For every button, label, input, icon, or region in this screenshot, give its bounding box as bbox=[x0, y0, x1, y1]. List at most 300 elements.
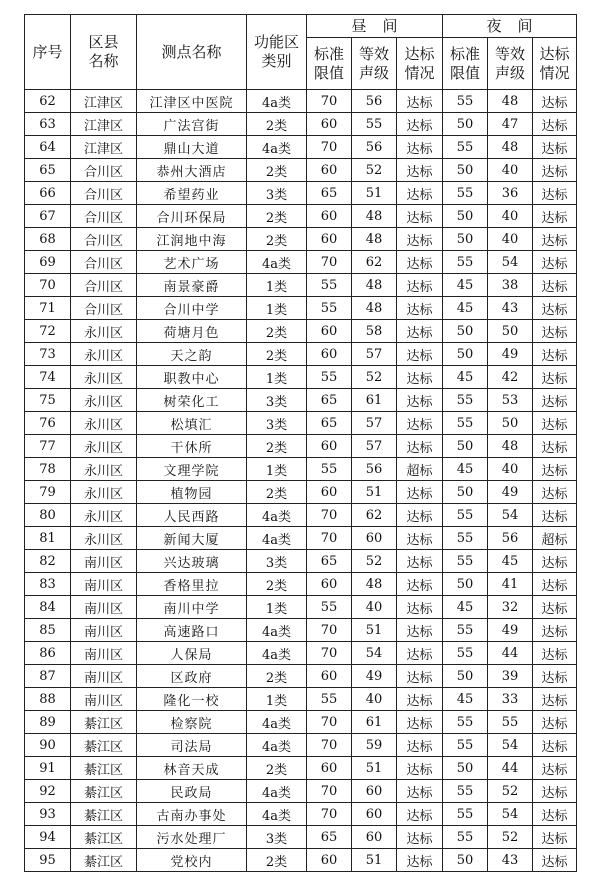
header-night-level bbox=[488, 38, 533, 90]
table-row bbox=[25, 343, 577, 366]
cell-night-level: 33 bbox=[488, 688, 533, 711]
cell-day-status: 达标 bbox=[397, 826, 443, 849]
table-row bbox=[25, 780, 577, 803]
cell-site: 希望药业 bbox=[137, 182, 247, 205]
cell-zone: 4a类 bbox=[247, 734, 307, 757]
cell-day-status: 达标 bbox=[397, 688, 443, 711]
cell-day-level: 51 bbox=[352, 481, 397, 504]
cell-district: 合川区 bbox=[71, 182, 137, 205]
cell-day-status: 达标 bbox=[397, 297, 443, 320]
cell-night-limit: 55 bbox=[443, 734, 488, 757]
cell-district: 永川区 bbox=[71, 389, 137, 412]
cell-night-limit: 55 bbox=[443, 182, 488, 205]
cell-day-level: 60 bbox=[352, 803, 397, 826]
cell-night-level: 50 bbox=[488, 412, 533, 435]
cell-night-level: 53 bbox=[488, 389, 533, 412]
table-header bbox=[25, 15, 577, 90]
cell-night-limit: 55 bbox=[443, 803, 488, 826]
header-day-limit-line2: 限值 bbox=[313, 63, 344, 82]
cell-day-limit: 65 bbox=[307, 550, 352, 573]
cell-seq: 67 bbox=[25, 205, 71, 228]
cell-night-status: 达标 bbox=[533, 596, 577, 619]
table-row bbox=[25, 596, 577, 619]
cell-site: 司法局 bbox=[137, 734, 247, 757]
cell-seq: 93 bbox=[25, 803, 71, 826]
header-night-limit-line2: 限值 bbox=[450, 63, 481, 82]
header-day-level bbox=[352, 38, 397, 90]
cell-day-status: 达标 bbox=[397, 619, 443, 642]
cell-night-limit: 50 bbox=[443, 320, 488, 343]
cell-day-level: 54 bbox=[352, 642, 397, 665]
cell-night-level: 47 bbox=[488, 113, 533, 136]
cell-site: 艺术广场 bbox=[137, 251, 247, 274]
header-seq: 序号 bbox=[25, 15, 71, 90]
cell-night-status: 达标 bbox=[533, 136, 577, 159]
cell-site: 松填汇 bbox=[137, 412, 247, 435]
cell-district: 南川区 bbox=[71, 550, 137, 573]
cell-night-level: 43 bbox=[488, 849, 533, 872]
cell-zone: 4a类 bbox=[247, 642, 307, 665]
cell-night-status: 达标 bbox=[533, 343, 577, 366]
cell-day-limit: 60 bbox=[307, 343, 352, 366]
cell-day-limit: 60 bbox=[307, 228, 352, 251]
cell-day-limit: 70 bbox=[307, 90, 352, 113]
cell-night-status: 达标 bbox=[533, 90, 577, 113]
cell-zone: 4a类 bbox=[247, 619, 307, 642]
cell-site: 民政局 bbox=[137, 780, 247, 803]
cell-seq: 70 bbox=[25, 274, 71, 297]
cell-zone: 2类 bbox=[247, 320, 307, 343]
cell-site: 荷塘月色 bbox=[137, 320, 247, 343]
cell-site: 广法宫街 bbox=[137, 113, 247, 136]
header-day-limit bbox=[307, 38, 352, 90]
cell-night-level: 40 bbox=[488, 159, 533, 182]
cell-day-status: 达标 bbox=[397, 504, 443, 527]
cell-night-level: 39 bbox=[488, 665, 533, 688]
cell-zone: 3类 bbox=[247, 550, 307, 573]
cell-day-status: 达标 bbox=[397, 205, 443, 228]
cell-zone: 3类 bbox=[247, 182, 307, 205]
cell-site: 干休所 bbox=[137, 435, 247, 458]
table-row bbox=[25, 573, 577, 596]
cell-day-limit: 60 bbox=[307, 320, 352, 343]
cell-night-status: 达标 bbox=[533, 458, 577, 481]
header-day-status bbox=[397, 38, 443, 90]
cell-day-status: 达标 bbox=[397, 389, 443, 412]
cell-day-level: 58 bbox=[352, 320, 397, 343]
cell-night-level: 42 bbox=[488, 366, 533, 389]
table-row bbox=[25, 90, 577, 113]
cell-night-status: 达标 bbox=[533, 573, 577, 596]
cell-night-level: 54 bbox=[488, 803, 533, 826]
table-row bbox=[25, 619, 577, 642]
cell-zone: 1类 bbox=[247, 274, 307, 297]
cell-zone: 4a类 bbox=[247, 780, 307, 803]
cell-zone: 4a类 bbox=[247, 527, 307, 550]
cell-zone: 2类 bbox=[247, 573, 307, 596]
cell-zone: 2类 bbox=[247, 343, 307, 366]
cell-day-status: 达标 bbox=[397, 136, 443, 159]
cell-day-level: 55 bbox=[352, 113, 397, 136]
table-row bbox=[25, 527, 577, 550]
cell-night-level: 54 bbox=[488, 251, 533, 274]
table-row bbox=[25, 320, 577, 343]
cell-seq: 83 bbox=[25, 573, 71, 596]
header-night-limit bbox=[443, 38, 488, 90]
cell-night-level: 40 bbox=[488, 228, 533, 251]
cell-night-level: 44 bbox=[488, 757, 533, 780]
cell-seq: 87 bbox=[25, 665, 71, 688]
cell-district: 永川区 bbox=[71, 435, 137, 458]
cell-zone: 2类 bbox=[247, 113, 307, 136]
table-row bbox=[25, 504, 577, 527]
cell-day-level: 57 bbox=[352, 343, 397, 366]
cell-seq: 82 bbox=[25, 550, 71, 573]
cell-day-level: 49 bbox=[352, 665, 397, 688]
cell-seq: 80 bbox=[25, 504, 71, 527]
cell-seq: 63 bbox=[25, 113, 71, 136]
header-zone bbox=[247, 15, 307, 90]
cell-district: 綦江区 bbox=[71, 711, 137, 734]
cell-day-level: 56 bbox=[352, 458, 397, 481]
cell-district: 永川区 bbox=[71, 320, 137, 343]
cell-day-status: 达标 bbox=[397, 481, 443, 504]
cell-night-status: 达标 bbox=[533, 642, 577, 665]
cell-night-limit: 45 bbox=[443, 596, 488, 619]
cell-night-limit: 45 bbox=[443, 274, 488, 297]
header-day-level-line2: 声级 bbox=[358, 63, 389, 82]
cell-night-status: 达标 bbox=[533, 665, 577, 688]
cell-night-limit: 55 bbox=[443, 826, 488, 849]
table-row bbox=[25, 389, 577, 412]
cell-day-limit: 70 bbox=[307, 711, 352, 734]
cell-day-level: 48 bbox=[352, 228, 397, 251]
cell-night-level: 36 bbox=[488, 182, 533, 205]
noise-monitoring-table bbox=[24, 14, 577, 872]
header-zone-line2: 类别 bbox=[261, 52, 292, 70]
cell-night-level: 50 bbox=[488, 320, 533, 343]
header-day-limit-line1: 标准 bbox=[313, 44, 344, 63]
cell-night-status: 达标 bbox=[533, 274, 577, 297]
cell-district: 綦江区 bbox=[71, 826, 137, 849]
cell-zone: 3类 bbox=[247, 412, 307, 435]
cell-night-limit: 55 bbox=[443, 389, 488, 412]
header-site: 测点名称 bbox=[137, 15, 247, 90]
cell-day-level: 60 bbox=[352, 527, 397, 550]
cell-district: 永川区 bbox=[71, 412, 137, 435]
cell-night-status: 超标 bbox=[533, 527, 577, 550]
cell-night-status: 达标 bbox=[533, 320, 577, 343]
cell-day-status: 达标 bbox=[397, 182, 443, 205]
cell-day-status: 达标 bbox=[397, 573, 443, 596]
cell-zone: 2类 bbox=[247, 205, 307, 228]
cell-day-status: 达标 bbox=[397, 711, 443, 734]
header-district-line2: 名称 bbox=[88, 52, 119, 70]
cell-day-status: 达标 bbox=[397, 412, 443, 435]
cell-seq: 85 bbox=[25, 619, 71, 642]
cell-night-status: 达标 bbox=[533, 182, 577, 205]
cell-night-limit: 50 bbox=[443, 343, 488, 366]
header-day-status-line2: 情况 bbox=[404, 63, 435, 82]
cell-seq: 73 bbox=[25, 343, 71, 366]
cell-seq: 86 bbox=[25, 642, 71, 665]
table-row bbox=[25, 550, 577, 573]
table-row bbox=[25, 113, 577, 136]
cell-day-status: 达标 bbox=[397, 228, 443, 251]
cell-seq: 71 bbox=[25, 297, 71, 320]
header-day-status-line1: 达标 bbox=[404, 44, 435, 63]
cell-seq: 65 bbox=[25, 159, 71, 182]
table-row bbox=[25, 412, 577, 435]
cell-night-limit: 55 bbox=[443, 711, 488, 734]
table-row bbox=[25, 159, 577, 182]
cell-night-limit: 50 bbox=[443, 113, 488, 136]
table-row bbox=[25, 435, 577, 458]
cell-night-status: 达标 bbox=[533, 159, 577, 182]
cell-night-status: 达标 bbox=[533, 297, 577, 320]
cell-night-level: 40 bbox=[488, 458, 533, 481]
header-night-level-line1: 等效 bbox=[495, 44, 526, 63]
cell-day-level: 51 bbox=[352, 757, 397, 780]
cell-night-limit: 55 bbox=[443, 527, 488, 550]
cell-day-limit: 55 bbox=[307, 458, 352, 481]
table-row bbox=[25, 297, 577, 320]
cell-day-level: 60 bbox=[352, 780, 397, 803]
cell-day-level: 62 bbox=[352, 251, 397, 274]
cell-day-level: 52 bbox=[352, 366, 397, 389]
cell-night-limit: 50 bbox=[443, 159, 488, 182]
cell-day-status: 达标 bbox=[397, 90, 443, 113]
cell-district: 綦江区 bbox=[71, 734, 137, 757]
cell-night-limit: 55 bbox=[443, 90, 488, 113]
cell-site: 文理学院 bbox=[137, 458, 247, 481]
table-body bbox=[25, 90, 577, 872]
cell-site: 江津区中医院 bbox=[137, 90, 247, 113]
cell-seq: 69 bbox=[25, 251, 71, 274]
table-row bbox=[25, 803, 577, 826]
cell-night-limit: 45 bbox=[443, 458, 488, 481]
cell-seq: 79 bbox=[25, 481, 71, 504]
cell-site: 污水处理厂 bbox=[137, 826, 247, 849]
cell-day-limit: 65 bbox=[307, 389, 352, 412]
cell-site: 香格里拉 bbox=[137, 573, 247, 596]
cell-day-level: 51 bbox=[352, 182, 397, 205]
cell-night-limit: 50 bbox=[443, 205, 488, 228]
cell-site: 鼎山大道 bbox=[137, 136, 247, 159]
cell-night-level: 52 bbox=[488, 826, 533, 849]
cell-day-level: 60 bbox=[352, 826, 397, 849]
cell-day-level: 52 bbox=[352, 159, 397, 182]
cell-day-level: 56 bbox=[352, 136, 397, 159]
cell-night-limit: 55 bbox=[443, 642, 488, 665]
table-row bbox=[25, 205, 577, 228]
cell-site: 高速路口 bbox=[137, 619, 247, 642]
cell-day-limit: 70 bbox=[307, 619, 352, 642]
cell-night-level: 52 bbox=[488, 780, 533, 803]
cell-day-level: 51 bbox=[352, 849, 397, 872]
cell-day-status: 达标 bbox=[397, 803, 443, 826]
header-district-line1: 区县 bbox=[88, 33, 119, 51]
cell-seq: 92 bbox=[25, 780, 71, 803]
cell-day-status: 达标 bbox=[397, 642, 443, 665]
cell-night-limit: 45 bbox=[443, 297, 488, 320]
cell-day-limit: 55 bbox=[307, 596, 352, 619]
cell-day-limit: 70 bbox=[307, 136, 352, 159]
cell-day-limit: 60 bbox=[307, 849, 352, 872]
cell-day-limit: 55 bbox=[307, 688, 352, 711]
header-night-limit-line1: 标准 bbox=[450, 44, 481, 63]
cell-day-status: 达标 bbox=[397, 366, 443, 389]
cell-seq: 81 bbox=[25, 527, 71, 550]
header-zone-line1: 功能区 bbox=[253, 33, 299, 51]
cell-night-status: 达标 bbox=[533, 113, 577, 136]
cell-night-level: 55 bbox=[488, 711, 533, 734]
cell-day-level: 48 bbox=[352, 573, 397, 596]
cell-night-status: 达标 bbox=[533, 251, 577, 274]
cell-day-limit: 60 bbox=[307, 573, 352, 596]
cell-site: 隆化一校 bbox=[137, 688, 247, 711]
noise-monitoring-table-container bbox=[24, 14, 577, 872]
cell-night-status: 达标 bbox=[533, 366, 577, 389]
cell-zone: 1类 bbox=[247, 596, 307, 619]
cell-night-limit: 45 bbox=[443, 366, 488, 389]
cell-night-level: 38 bbox=[488, 274, 533, 297]
cell-zone: 1类 bbox=[247, 297, 307, 320]
cell-seq: 88 bbox=[25, 688, 71, 711]
cell-zone: 4a类 bbox=[247, 90, 307, 113]
cell-night-level: 40 bbox=[488, 205, 533, 228]
cell-site: 古南办事处 bbox=[137, 803, 247, 826]
cell-zone: 3类 bbox=[247, 389, 307, 412]
cell-night-limit: 45 bbox=[443, 688, 488, 711]
cell-day-status: 达标 bbox=[397, 320, 443, 343]
cell-day-limit: 70 bbox=[307, 504, 352, 527]
table-row bbox=[25, 757, 577, 780]
cell-night-level: 49 bbox=[488, 343, 533, 366]
cell-seq: 76 bbox=[25, 412, 71, 435]
cell-district: 江津区 bbox=[71, 136, 137, 159]
cell-night-status: 达标 bbox=[533, 619, 577, 642]
cell-district: 江津区 bbox=[71, 90, 137, 113]
header-district bbox=[71, 15, 137, 90]
cell-night-level: 56 bbox=[488, 527, 533, 550]
cell-day-status: 超标 bbox=[397, 458, 443, 481]
cell-night-limit: 50 bbox=[443, 849, 488, 872]
cell-site: 区政府 bbox=[137, 665, 247, 688]
cell-zone: 4a类 bbox=[247, 251, 307, 274]
cell-night-level: 54 bbox=[488, 734, 533, 757]
cell-site: 天之韵 bbox=[137, 343, 247, 366]
cell-day-status: 达标 bbox=[397, 274, 443, 297]
cell-night-level: 45 bbox=[488, 550, 533, 573]
cell-night-level: 48 bbox=[488, 136, 533, 159]
cell-zone: 2类 bbox=[247, 481, 307, 504]
cell-seq: 90 bbox=[25, 734, 71, 757]
cell-site: 南景豪爵 bbox=[137, 274, 247, 297]
cell-night-status: 达标 bbox=[533, 435, 577, 458]
cell-zone: 1类 bbox=[247, 688, 307, 711]
cell-seq: 72 bbox=[25, 320, 71, 343]
cell-night-level: 49 bbox=[488, 481, 533, 504]
cell-day-level: 56 bbox=[352, 90, 397, 113]
cell-district: 南川区 bbox=[71, 573, 137, 596]
cell-day-status: 达标 bbox=[397, 435, 443, 458]
cell-site: 植物园 bbox=[137, 481, 247, 504]
cell-district: 永川区 bbox=[71, 504, 137, 527]
cell-night-status: 达标 bbox=[533, 389, 577, 412]
cell-district: 南川区 bbox=[71, 596, 137, 619]
cell-district: 永川区 bbox=[71, 527, 137, 550]
cell-seq: 62 bbox=[25, 90, 71, 113]
header-night-status-line1: 达标 bbox=[539, 44, 570, 63]
cell-night-level: 41 bbox=[488, 573, 533, 596]
cell-night-limit: 55 bbox=[443, 136, 488, 159]
cell-seq: 77 bbox=[25, 435, 71, 458]
table-row bbox=[25, 366, 577, 389]
cell-night-limit: 50 bbox=[443, 665, 488, 688]
cell-day-limit: 65 bbox=[307, 412, 352, 435]
cell-day-limit: 60 bbox=[307, 435, 352, 458]
cell-zone: 2类 bbox=[247, 849, 307, 872]
cell-seq: 89 bbox=[25, 711, 71, 734]
cell-day-level: 40 bbox=[352, 688, 397, 711]
table-row bbox=[25, 688, 577, 711]
cell-night-limit: 55 bbox=[443, 504, 488, 527]
cell-district: 綦江区 bbox=[71, 757, 137, 780]
cell-district: 合川区 bbox=[71, 205, 137, 228]
cell-zone: 4a类 bbox=[247, 803, 307, 826]
cell-day-limit: 60 bbox=[307, 159, 352, 182]
cell-day-limit: 70 bbox=[307, 803, 352, 826]
cell-night-level: 32 bbox=[488, 596, 533, 619]
cell-night-status: 达标 bbox=[533, 481, 577, 504]
cell-night-status: 达标 bbox=[533, 688, 577, 711]
cell-day-status: 达标 bbox=[397, 343, 443, 366]
cell-site: 新闻大厦 bbox=[137, 527, 247, 550]
cell-district: 永川区 bbox=[71, 343, 137, 366]
cell-day-status: 达标 bbox=[397, 251, 443, 274]
table-row bbox=[25, 136, 577, 159]
cell-night-level: 54 bbox=[488, 504, 533, 527]
table-row bbox=[25, 458, 577, 481]
cell-day-status: 达标 bbox=[397, 780, 443, 803]
cell-zone: 1类 bbox=[247, 458, 307, 481]
cell-seq: 84 bbox=[25, 596, 71, 619]
cell-site: 人民西路 bbox=[137, 504, 247, 527]
cell-day-status: 达标 bbox=[397, 113, 443, 136]
cell-night-level: 44 bbox=[488, 642, 533, 665]
cell-night-status: 达标 bbox=[533, 412, 577, 435]
cell-site: 江润地中海 bbox=[137, 228, 247, 251]
cell-district: 合川区 bbox=[71, 297, 137, 320]
cell-site: 合川环保局 bbox=[137, 205, 247, 228]
cell-day-level: 48 bbox=[352, 205, 397, 228]
cell-district: 南川区 bbox=[71, 642, 137, 665]
cell-seq: 91 bbox=[25, 757, 71, 780]
table-row bbox=[25, 251, 577, 274]
cell-night-limit: 50 bbox=[443, 435, 488, 458]
cell-seq: 68 bbox=[25, 228, 71, 251]
header-day-level-line1: 等效 bbox=[358, 44, 389, 63]
cell-day-level: 51 bbox=[352, 619, 397, 642]
cell-night-status: 达标 bbox=[533, 550, 577, 573]
cell-site: 人保局 bbox=[137, 642, 247, 665]
cell-night-limit: 55 bbox=[443, 619, 488, 642]
cell-day-level: 40 bbox=[352, 596, 397, 619]
table-row bbox=[25, 182, 577, 205]
cell-day-status: 达标 bbox=[397, 757, 443, 780]
cell-night-level: 49 bbox=[488, 619, 533, 642]
